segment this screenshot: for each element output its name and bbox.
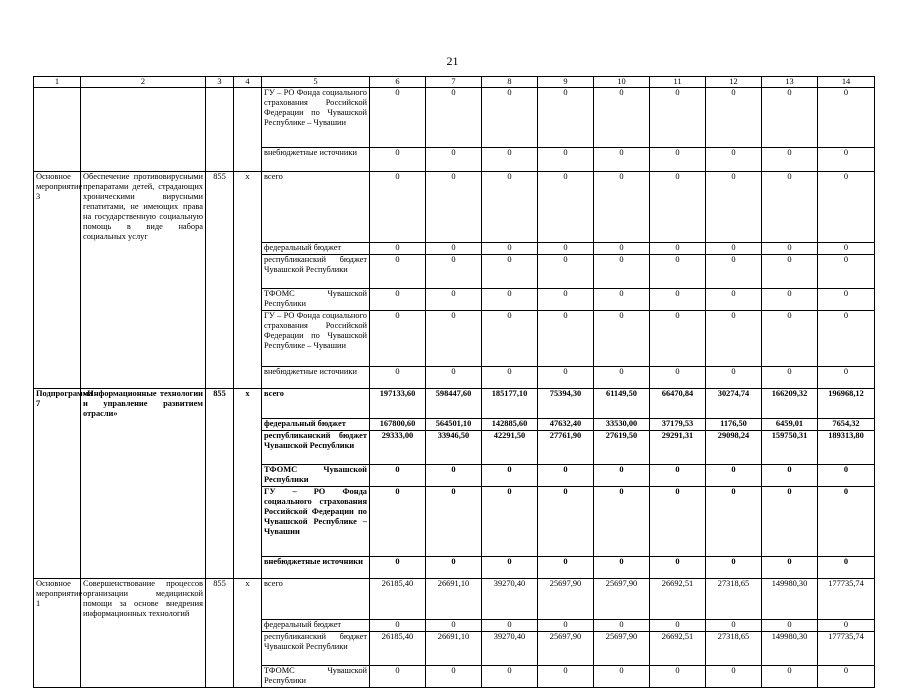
row-code-cell [206,631,234,665]
table-row [34,366,875,388]
row-title-cell [34,366,81,388]
row-title-cell [34,431,81,465]
value-cell: 26185,40 [370,631,426,665]
value-cell: 0 [650,665,706,687]
value-cell: 0 [426,619,482,631]
value-cell: 27761,90 [538,431,594,465]
value-cell: 0 [426,665,482,687]
row-mark-cell [234,419,262,431]
table-row [34,419,875,431]
value-cell: 0 [818,310,875,366]
value-cell: 0 [538,172,594,243]
value-cell: 0 [538,288,594,310]
row-description-cell [81,487,206,557]
column-number-cell: 12 [706,77,762,88]
table-row [34,619,875,631]
column-number-cell: 5 [262,77,370,88]
value-cell: 197133,60 [370,388,426,419]
funding-source-cell: федеральный бюджет [262,242,370,254]
funding-source-cell: федеральный бюджет [262,619,370,631]
value-cell: 0 [482,557,538,579]
value-cell: 167800,60 [370,419,426,431]
value-cell: 0 [762,665,818,687]
column-number-cell: 9 [538,77,594,88]
value-cell: 0 [818,557,875,579]
table-row [34,665,875,687]
value-cell: 39270,40 [482,579,538,620]
row-description-cell [81,310,206,366]
column-number-cell: 13 [762,77,818,88]
row-title-cell [34,254,81,288]
value-cell: 0 [370,288,426,310]
value-cell: 0 [706,619,762,631]
value-cell: 0 [594,148,650,172]
value-cell: 0 [370,366,426,388]
row-mark-cell: x [234,388,262,419]
value-cell: 0 [762,465,818,487]
value-cell: 0 [482,619,538,631]
row-mark-cell [234,465,262,487]
row-title-cell [34,88,81,148]
value-cell: 142885,60 [482,419,538,431]
row-description-cell [81,88,206,148]
column-number-cell: 2 [81,77,206,88]
value-cell: 0 [538,254,594,288]
row-mark-cell [234,148,262,172]
value-cell: 0 [594,619,650,631]
value-cell: 0 [538,465,594,487]
table-row [34,88,875,148]
value-cell: 0 [482,288,538,310]
row-code-cell: 855 [206,579,234,620]
table-row [34,242,875,254]
row-title-cell [34,288,81,310]
row-mark-cell [234,665,262,687]
value-cell: 37179,53 [650,419,706,431]
row-code-cell [206,310,234,366]
value-cell: 42291,50 [482,431,538,465]
value-cell: 0 [706,148,762,172]
funding-source-cell: республиканский бюджет Чувашской Республики [262,254,370,288]
value-cell: 0 [370,665,426,687]
value-cell: 0 [762,148,818,172]
value-cell: 0 [482,242,538,254]
value-cell: 0 [426,487,482,557]
row-mark-cell [234,431,262,465]
value-cell: 0 [818,665,875,687]
value-cell: 0 [426,242,482,254]
value-cell: 166209,32 [762,388,818,419]
value-cell: 47632,40 [538,419,594,431]
value-cell: 29098,24 [706,431,762,465]
table-row [34,431,875,465]
value-cell: 159750,31 [762,431,818,465]
value-cell: 0 [426,172,482,243]
value-cell: 177735,74 [818,579,875,620]
row-code-cell [206,254,234,288]
value-cell: 0 [594,288,650,310]
value-cell: 25697,90 [594,631,650,665]
value-cell: 0 [650,366,706,388]
row-code-cell: 855 [206,172,234,243]
value-cell: 0 [706,665,762,687]
funding-source-cell: ГУ – РО Фонда социального страхования Российской Федерации по Чувашской Республике – Чувашии [262,310,370,366]
row-code-cell [206,88,234,148]
value-cell: 0 [482,487,538,557]
row-description-cell: Обеспечение противовирусными препаратами детей, страдающих хроническими вирусными гепатитами, не имеющих права на государственную социальную помощь в виде набора социальных услуг [81,172,206,243]
row-description-cell [81,242,206,254]
row-title-cell: Основное мероприятие 1 [34,579,81,620]
value-cell: 0 [594,88,650,148]
row-mark-cell [234,487,262,557]
row-description-cell [81,366,206,388]
value-cell: 0 [818,366,875,388]
row-mark-cell [234,366,262,388]
column-number-cell: 10 [594,77,650,88]
value-cell: 0 [594,172,650,243]
value-cell: 0 [426,148,482,172]
value-cell: 0 [482,465,538,487]
value-cell: 0 [594,310,650,366]
row-mark-cell [234,88,262,148]
value-cell: 0 [594,557,650,579]
value-cell: 0 [650,242,706,254]
value-cell: 0 [650,487,706,557]
row-mark-cell [234,288,262,310]
value-cell: 6459,01 [762,419,818,431]
value-cell: 66470,84 [650,388,706,419]
value-cell: 598447,60 [426,388,482,419]
value-cell: 0 [818,172,875,243]
value-cell: 0 [706,172,762,243]
value-cell: 0 [650,172,706,243]
value-cell: 0 [426,88,482,148]
value-cell: 0 [538,665,594,687]
value-cell: 0 [594,254,650,288]
value-cell: 0 [650,465,706,487]
row-title-cell [34,242,81,254]
funding-source-cell: внебюджетные источники [262,557,370,579]
value-cell: 0 [762,557,818,579]
table-row [34,254,875,288]
value-cell: 0 [370,310,426,366]
value-cell: 0 [762,172,818,243]
value-cell: 29291,31 [650,431,706,465]
row-description-cell [81,465,206,487]
row-description-cell [81,288,206,310]
value-cell: 25697,90 [538,631,594,665]
table-row [34,148,875,172]
value-cell: 0 [706,254,762,288]
value-cell: 177735,74 [818,631,875,665]
row-code-cell [206,487,234,557]
row-description-cell [81,431,206,465]
value-cell: 0 [594,665,650,687]
value-cell: 0 [426,310,482,366]
row-mark-cell [234,631,262,665]
value-cell: 0 [482,88,538,148]
column-number-cell: 1 [34,77,81,88]
row-description-cell [81,148,206,172]
row-mark-cell [234,242,262,254]
value-cell: 0 [482,172,538,243]
value-cell: 0 [650,619,706,631]
row-mark-cell [234,254,262,288]
value-cell: 27318,65 [706,579,762,620]
value-cell: 0 [762,288,818,310]
table-row [34,388,875,419]
value-cell: 61149,50 [594,388,650,419]
row-code-cell [206,619,234,631]
value-cell: 0 [818,288,875,310]
table-body [34,77,875,688]
value-cell: 0 [538,366,594,388]
column-number-row [34,77,875,88]
value-cell: 0 [370,487,426,557]
value-cell: 0 [706,288,762,310]
value-cell: 0 [706,366,762,388]
value-cell: 0 [482,310,538,366]
funding-source-cell: всего [262,388,370,419]
column-number-cell: 7 [426,77,482,88]
table-row [34,631,875,665]
value-cell: 0 [426,288,482,310]
row-code-cell: 855 [206,388,234,419]
value-cell: 0 [538,88,594,148]
value-cell: 149980,30 [762,579,818,620]
value-cell: 0 [762,88,818,148]
row-mark-cell [234,310,262,366]
table-row [34,172,875,243]
value-cell: 0 [538,310,594,366]
table-row [34,310,875,366]
row-description-cell: Совершенствование процессов организации медицинской помощи за основе внедрения информационных технологий [81,579,206,620]
column-number-cell: 11 [650,77,706,88]
row-mark-cell: x [234,579,262,620]
funding-source-cell: ГУ – РО Фонда социального страхования Российской Федерации по Чувашской Республике – Чувашии [262,88,370,148]
row-title-cell [34,310,81,366]
value-cell: 0 [650,254,706,288]
value-cell: 0 [762,619,818,631]
value-cell: 0 [594,366,650,388]
budget-table [33,76,875,688]
row-code-cell [206,431,234,465]
funding-source-cell: республиканский бюджет Чувашской Республики [262,431,370,465]
value-cell: 0 [538,557,594,579]
funding-source-cell: всего [262,579,370,620]
row-description-cell [81,419,206,431]
value-cell: 27619,50 [594,431,650,465]
table-row [34,557,875,579]
value-cell: 0 [706,487,762,557]
row-code-cell [206,665,234,687]
value-cell: 0 [538,148,594,172]
row-title-cell: Подпрограмма 7 [34,388,81,419]
value-cell: 189313,80 [818,431,875,465]
row-code-cell [206,366,234,388]
funding-source-cell: федеральный бюджет [262,419,370,431]
value-cell: 0 [594,242,650,254]
value-cell: 29333,00 [370,431,426,465]
funding-source-cell: всего [262,172,370,243]
column-number-cell: 6 [370,77,426,88]
value-cell: 0 [818,242,875,254]
value-cell: 0 [482,665,538,687]
value-cell: 0 [818,465,875,487]
row-mark-cell [234,557,262,579]
value-cell: 0 [762,254,818,288]
value-cell: 149980,30 [762,631,818,665]
row-code-cell [206,288,234,310]
value-cell: 0 [762,487,818,557]
value-cell: 1176,50 [706,419,762,431]
value-cell: 7654,32 [818,419,875,431]
row-title-cell [34,619,81,631]
value-cell: 25697,90 [538,579,594,620]
value-cell: 0 [370,148,426,172]
column-number-cell: 8 [482,77,538,88]
table-row [34,465,875,487]
value-cell: 196968,12 [818,388,875,419]
table-row [34,579,875,620]
row-title-cell [34,148,81,172]
value-cell: 0 [538,242,594,254]
value-cell: 33530,00 [594,419,650,431]
value-cell: 39270,40 [482,631,538,665]
value-cell: 30274,74 [706,388,762,419]
funding-source-cell: внебюджетные источники [262,148,370,172]
value-cell: 0 [370,242,426,254]
value-cell: 26692,51 [650,579,706,620]
value-cell: 0 [426,465,482,487]
value-cell: 0 [426,557,482,579]
value-cell: 0 [538,487,594,557]
value-cell: 0 [762,366,818,388]
value-cell: 0 [706,557,762,579]
value-cell: 0 [370,172,426,243]
value-cell: 564501,10 [426,419,482,431]
row-description-cell: «Информационные технологии и управление развитием отрасли» [81,388,206,419]
row-title-cell [34,665,81,687]
row-code-cell [206,242,234,254]
value-cell: 0 [650,288,706,310]
value-cell: 0 [706,465,762,487]
value-cell: 0 [706,88,762,148]
value-cell: 0 [818,487,875,557]
row-code-cell [206,419,234,431]
funding-source-cell: ТФОМС Чувашской Республики [262,665,370,687]
value-cell: 0 [650,310,706,366]
row-description-cell [81,254,206,288]
value-cell: 0 [594,465,650,487]
value-cell: 0 [650,148,706,172]
value-cell: 0 [426,254,482,288]
value-cell: 0 [370,557,426,579]
value-cell: 0 [426,366,482,388]
value-cell: 0 [538,619,594,631]
funding-source-cell: ГУ – РО Фонда социального страхования Российской Федерации по Чувашской Республике – Чувашии [262,487,370,557]
row-description-cell [81,665,206,687]
value-cell: 185177,10 [482,388,538,419]
value-cell: 0 [482,148,538,172]
value-cell: 0 [370,88,426,148]
row-mark-cell [234,619,262,631]
table-row [34,487,875,557]
row-mark-cell: x [234,172,262,243]
value-cell: 75394,30 [538,388,594,419]
column-number-cell: 14 [818,77,875,88]
page-number: 21 [446,54,459,68]
value-cell: 0 [762,242,818,254]
funding-source-cell: ТФОМС Чувашской Республики [262,465,370,487]
value-cell: 26692,51 [650,631,706,665]
row-title-cell [34,465,81,487]
row-code-cell [206,148,234,172]
value-cell: 0 [370,254,426,288]
value-cell: 26691,10 [426,579,482,620]
value-cell: 0 [370,619,426,631]
value-cell: 26691,10 [426,631,482,665]
value-cell: 0 [818,148,875,172]
value-cell: 26185,40 [370,579,426,620]
row-title-cell [34,631,81,665]
value-cell: 0 [650,88,706,148]
value-cell: 0 [482,254,538,288]
value-cell: 0 [762,310,818,366]
value-cell: 0 [650,557,706,579]
value-cell: 0 [706,242,762,254]
value-cell: 0 [706,310,762,366]
row-description-cell [81,557,206,579]
value-cell: 0 [482,366,538,388]
value-cell: 0 [818,88,875,148]
funding-source-cell: внебюджетные источники [262,366,370,388]
row-title-cell: Основное мероприятие 3 [34,172,81,243]
row-description-cell [81,631,206,665]
value-cell: 0 [818,619,875,631]
column-number-cell: 3 [206,77,234,88]
funding-source-cell: республиканский бюджет Чувашской Республики [262,631,370,665]
table-row [34,288,875,310]
column-number-cell: 4 [234,77,262,88]
value-cell: 27318,65 [706,631,762,665]
value-cell: 0 [818,254,875,288]
row-description-cell [81,619,206,631]
row-title-cell [34,419,81,431]
value-cell: 25697,90 [594,579,650,620]
value-cell: 33946,50 [426,431,482,465]
row-title-cell [34,557,81,579]
row-code-cell [206,557,234,579]
row-title-cell [34,487,81,557]
funding-source-cell: ТФОМС Чувашской Республики [262,288,370,310]
value-cell: 0 [370,465,426,487]
value-cell: 0 [594,487,650,557]
row-code-cell [206,465,234,487]
